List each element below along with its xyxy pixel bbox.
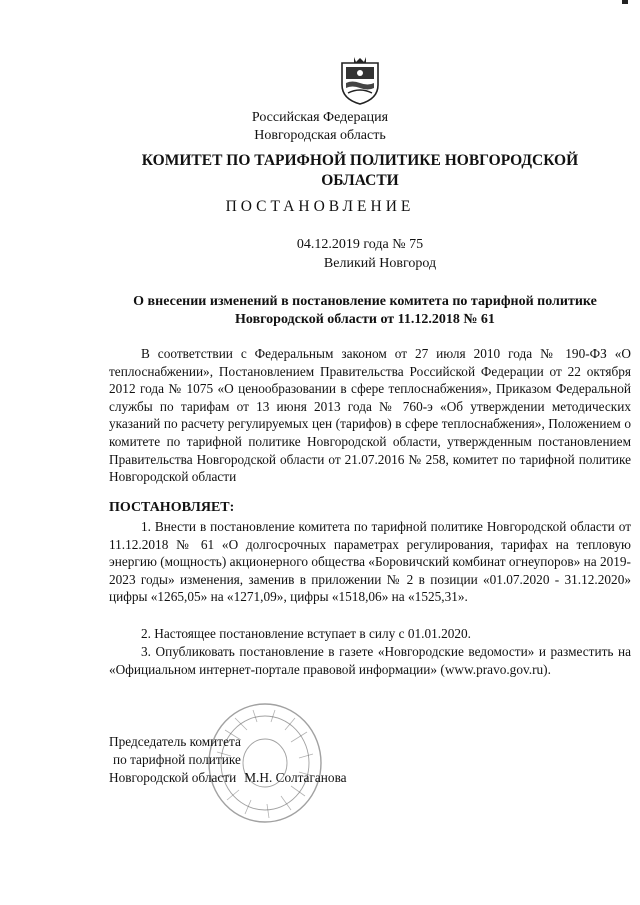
list-item: 3. Опубликовать постановление в газете «Новгородские ведомости» и разместить на «Официальном интернет-портале правовой информации» (www.pravo.gov.ru). [109,644,631,677]
committee-title: КОМИТЕТ ПО ТАРИФНОЙ ПОЛИТИКЕ НОВГОРОДСКОЙ ОБЛАСТИ [141,152,579,189]
document-type: ПОСТАНОВЛЕНИЕ [225,198,415,215]
region-name: Новгородская область [254,128,386,143]
list-item: 2. Настоящее постановление вступает в силу с 01.01.2020. [141,626,472,641]
coat-of-arms-icon [338,55,382,105]
city-name: Великий Новгород [323,256,437,271]
scan-artifact [622,0,628,4]
decree-heading: ПОСТАНОВЛЯЕТ: [109,500,235,515]
country-name: Российская Федерация [251,110,389,125]
signature-block [109,733,347,787]
date-number: 04.12.2019 года № 75 [296,237,424,252]
document-subject: О внесении изменений в постановление комитета по тарифной политике Новгородской области от 11.12.2018 № 61 [133,294,597,327]
signature-title: по тарифной политике [113,752,241,767]
list-item: 1. Внести в постановление комитета по тарифной политике Новгородской области от 11.12.2018 № 61 «О долгосрочных параметрах регулирования, тарифах на тепловую энергию (мощность) акционерного общества «Боровичский комбинат огнеупоров» на 2019-2023 годы» изменения, заменив в приложении № 2 в позиции «01.07.2020 - 31.12.2020» цифры «1265,05» на «1271,09», цифры «1518,06» на «1525,31». [109,519,631,605]
preamble-paragraph: В соответствии с Федеральным законом от 27 июля 2010 года № 190-ФЗ «О теплоснабжении», Постановлением Правительства Российской Федерации от 22 октября 2012 года № 1075 «О ценообразовании в сфере теплоснабжения», Приказом Федеральной службы по тарифам от 13 июня 2013 года № 760-э «Об утверждении методических указаний по расчету регулируемых цен (тарифов) в сфере теплоснабжения», Положением о комитете по тарифной политике Новгородской области, утвержденным постановлением Правительства Новгородской области от 21.07.2016 № 258, комитет по тарифной политике Новгородской области [109,346,631,485]
signature-title: Новгородской области [109,770,237,785]
signature-title: Председатель комитета [109,734,241,749]
signatory-name: М.Н. Солтаганова [244,770,347,785]
signature-title-with-name [109,769,347,787]
